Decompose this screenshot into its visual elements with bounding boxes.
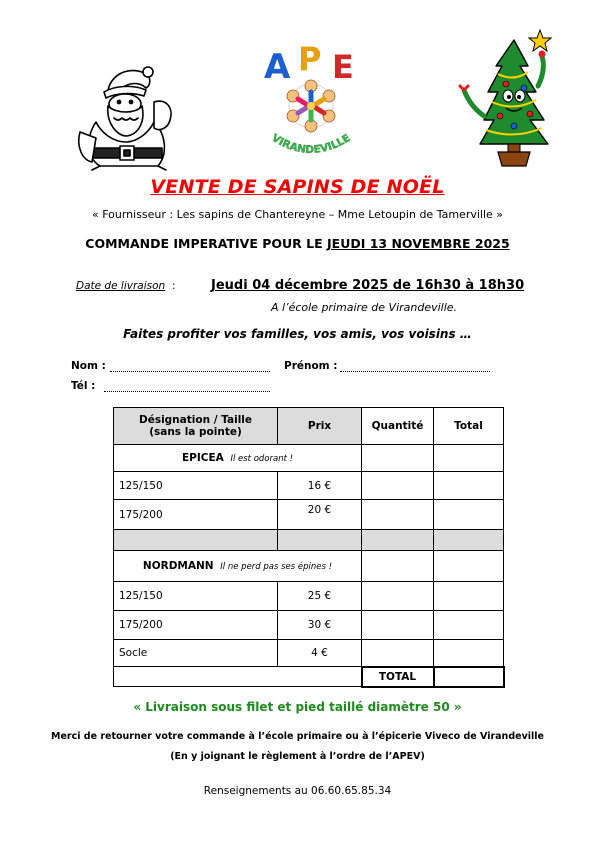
total-cell bbox=[434, 445, 504, 472]
size-cell: Socle bbox=[114, 640, 278, 667]
section-row-epicea bbox=[114, 445, 504, 472]
delivery-place: A l’école primaire de Virandeville. bbox=[271, 301, 458, 314]
order-table bbox=[113, 407, 505, 688]
christmas-tree-illustration bbox=[454, 26, 560, 168]
order-deadline bbox=[0, 236, 595, 251]
section-epicea bbox=[114, 445, 362, 472]
supplier-line: « Fournisseur : Les sapins de Chantereyne – Mme Letoupin de Tamerville » bbox=[91, 208, 504, 221]
delivery-colon: : bbox=[172, 280, 176, 292]
page-title: VENTE DE SAPINS DE NOËL bbox=[150, 176, 445, 198]
total-cell bbox=[434, 551, 504, 582]
price-cell: 4 € bbox=[278, 640, 362, 667]
table-header-row bbox=[114, 408, 504, 445]
size-cell: 175/200 bbox=[114, 611, 278, 640]
epicea-name: EPICEA bbox=[181, 452, 224, 464]
header-designation bbox=[114, 408, 278, 445]
nordmann-name: NORDMANN bbox=[142, 560, 214, 572]
prenom-label: Prénom : bbox=[284, 360, 338, 372]
separator-cell bbox=[114, 530, 278, 551]
epicea-note: Il est odorant ! bbox=[230, 454, 294, 464]
svg-text:A: A bbox=[264, 47, 291, 87]
table-row bbox=[114, 640, 504, 667]
nom-label: Nom : bbox=[71, 360, 106, 372]
nom-field[interactable] bbox=[110, 361, 270, 372]
total-cell bbox=[434, 472, 504, 500]
size-cell: 125/150 bbox=[114, 472, 278, 500]
total-row-spacer bbox=[114, 667, 362, 687]
contact-phone: Renseignements au 06.60.65.85.34 bbox=[203, 785, 392, 797]
price-cell: 30 € bbox=[278, 611, 362, 640]
total-cell bbox=[434, 640, 504, 667]
total-row bbox=[114, 667, 504, 687]
tel-label: Tél : bbox=[71, 380, 96, 392]
header-total: Total bbox=[434, 408, 504, 445]
svg-text:P: P bbox=[298, 40, 322, 78]
size-cell: 125/150 bbox=[114, 582, 278, 611]
svg-text:VIRANDEVILLE bbox=[269, 132, 352, 156]
qty-cell[interactable] bbox=[362, 472, 434, 500]
section-row-nordmann bbox=[114, 551, 504, 582]
price-cell: 20 € bbox=[278, 500, 362, 530]
order-deadline-date: JEUDI 13 NOVEMBRE 2025 bbox=[327, 236, 510, 251]
table-row bbox=[114, 472, 504, 500]
qty-cell[interactable] bbox=[362, 445, 434, 472]
delivery-date: Jeudi 04 décembre 2025 de 16h30 à 18h30 bbox=[211, 278, 525, 293]
grand-total-cell bbox=[434, 667, 504, 687]
qty-cell[interactable] bbox=[362, 640, 434, 667]
total-cell bbox=[434, 611, 504, 640]
qty-cell[interactable] bbox=[362, 582, 434, 611]
ape-logo bbox=[256, 40, 366, 180]
header-designation-line1: Désignation / Taille bbox=[138, 414, 253, 426]
svg-text:E: E bbox=[332, 48, 354, 86]
qty-cell[interactable] bbox=[362, 500, 434, 530]
table-row bbox=[114, 500, 504, 530]
santa-illustration bbox=[70, 62, 180, 172]
header-quantite: Quantité bbox=[362, 408, 434, 445]
size-cell: 175/200 bbox=[114, 500, 278, 530]
qty-cell[interactable] bbox=[362, 611, 434, 640]
delivery-label: Date de livraison bbox=[76, 280, 166, 292]
section-nordmann bbox=[114, 551, 362, 582]
nordmann-note: Il ne perd pas ses épines ! bbox=[220, 562, 333, 572]
separator-cell bbox=[434, 530, 504, 551]
total-cell bbox=[434, 500, 504, 530]
return-instructions: Merci de retourner votre commande à l’école primaire ou à l’épicerie Viveco de Virandeville bbox=[51, 731, 544, 742]
qty-cell[interactable] bbox=[362, 551, 434, 582]
logo-name: VIRANDEVILLE bbox=[269, 132, 353, 157]
delivery-note: « Livraison sous filet et pied taillé diamètre 50 » bbox=[133, 700, 462, 714]
separator-row bbox=[114, 530, 504, 551]
header-designation-line2: (sans la pointe) bbox=[149, 426, 242, 438]
separator-cell bbox=[362, 530, 434, 551]
prenom-field[interactable] bbox=[340, 361, 490, 372]
total-label: TOTAL bbox=[362, 667, 434, 687]
price-cell: 16 € bbox=[278, 472, 362, 500]
table-row bbox=[114, 582, 504, 611]
total-cell bbox=[434, 582, 504, 611]
header-prix: Prix bbox=[278, 408, 362, 445]
tel-field[interactable] bbox=[104, 381, 270, 392]
table-row bbox=[114, 611, 504, 640]
payment-instructions: (En y joignant le règlement à l’ordre de l’APEV) bbox=[170, 751, 425, 762]
share-message: Faites profiter vos familles, vos amis, vos voisins … bbox=[123, 327, 472, 341]
order-deadline-prefix: COMMANDE IMPERATIVE POUR LE bbox=[85, 236, 327, 251]
price-cell: 25 € bbox=[278, 582, 362, 611]
separator-cell bbox=[278, 530, 362, 551]
